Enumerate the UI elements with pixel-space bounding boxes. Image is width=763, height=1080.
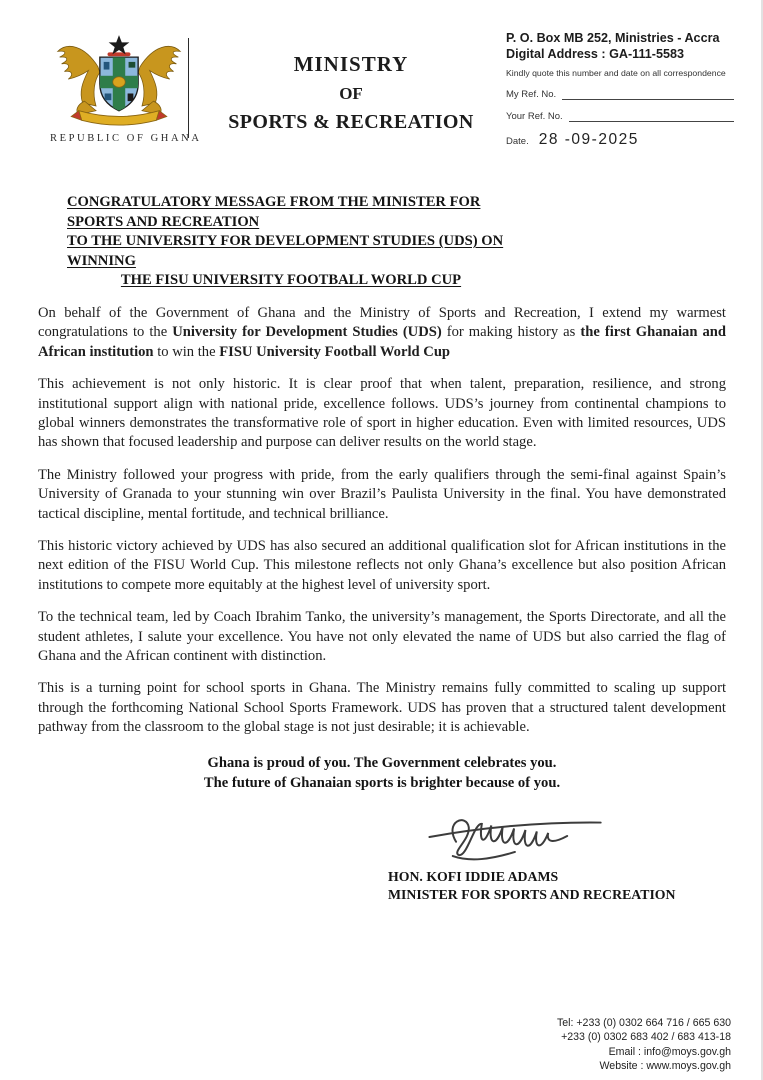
paragraph-1-text: to win the	[153, 343, 220, 360]
your-ref-blank-line	[569, 111, 734, 122]
footer-tel-line2: +233 (0) 0302 683 402 / 683 413-18	[561, 1031, 731, 1044]
my-ref-blank-line	[562, 89, 734, 100]
signatory-name: HON. KOFI IDDIE ADAMS	[388, 868, 559, 884]
paragraph-2: This achievement is not only historic. It is clear proof that when talent, preparation, resilience, and strong institutional support align with national pride, excellence follows. UDS’s journey from continental champions to global winners demonstrates the transformative role of sport in higher education. Even with limited resources, UDS has shown that focused leadership and purpose can deliver results on the world stage.	[38, 376, 726, 451]
ministry-title	[202, 52, 500, 134]
paragraph-1-text: for making history as	[441, 324, 581, 341]
date-value: 28 -09-2025	[538, 131, 639, 148]
letterhead	[0, 28, 761, 178]
date-label: Date.	[506, 136, 529, 147]
ministry-title-line3: SPORTS & RECREATION	[228, 111, 474, 133]
letter-title	[67, 193, 515, 291]
paragraph-1-bold-first-institution: the first Ghanaian and African institution	[38, 324, 726, 360]
letter-title-line2: TO THE UNIVERSITY FOR DEVELOPMENT STUDIES (UDS) ON WINNING	[67, 233, 504, 269]
paragraph-1-bold-fisu-cup: FISU University Football World Cup	[219, 343, 451, 360]
signatory-role: MINISTER FOR SPORTS AND RECREATION	[388, 886, 676, 902]
footer-contact-block	[557, 1016, 731, 1074]
ministry-title-line1: MINISTRY	[293, 52, 409, 76]
address-block	[506, 30, 734, 149]
date-row	[506, 131, 734, 149]
paragraph-6: This is a turning point for school sports in Ghana. The Ministry remains fully committed to scaling up support through the forthcoming National School Sports Framework. UDS has proven that a structured talent development pathway from the classroom to the global stage is not just desirable; it is achievable.	[38, 680, 726, 736]
paragraph-5: To the technical team, led by Coach Ibrahim Tanko, the university’s management, the Sports Directorate, and all the student athletes, I salute your excellence. You have not only elevated the name of UDS but also carried the flag of Ghana and the African continent with distinction.	[38, 609, 726, 665]
my-ref-label: My Ref. No.	[506, 89, 557, 100]
paragraph-1-bold-uds: University for Development Studies (UDS)	[172, 324, 442, 341]
closing-statement	[38, 753, 726, 794]
closing-line2: The future of Ghanaian sports is brighter because of you.	[203, 775, 561, 792]
signatory-block	[388, 868, 761, 904]
ghana-coat-of-arms-icon	[50, 34, 188, 130]
paragraph-4: This historic victory achieved by UDS has also secured an additional qualification slot for African institutions in the next edition of the FISU World Cup. This milestone reflects not only Ghana’s excellence but also position African institutions to compete more equitably at the highest level of university sport.	[38, 538, 726, 593]
footer-website: Website : www.moys.gov.gh	[599, 1060, 731, 1073]
closing-line1: Ghana is proud of you. The Government celebrates you.	[207, 754, 557, 771]
po-box-line: P. O. Box MB 252, Ministries - Accra	[506, 31, 720, 45]
correspondence-note: Kindly quote this number and date on all correspondence	[506, 68, 726, 78]
footer-tel-line1: Tel: +233 (0) 0302 664 716 / 665 630	[556, 1017, 731, 1029]
paragraph-1-text: On behalf of the Government of Ghana and the Ministry of Sports and Recreation, I extend my warmest congratulations to the	[38, 304, 726, 341]
paragraph-3: The Ministry followed your progress with pride, from the early qualifiers through the semi-final against Spain’s University of Granada to your stunning win over Brazil’s Paulista University in the final. You have demonstrated tactical discipline, mental fortitude, and technical brilliance.	[38, 466, 726, 522]
signature-area	[418, 800, 618, 866]
digital-address-line: Digital Address : GA-111-5583	[506, 47, 685, 61]
letter-title-line1: CONGRATULATORY MESSAGE FROM THE MINISTER FOR SPORTS AND RECREATION	[67, 194, 481, 230]
republic-of-ghana-caption: REPUBLIC OF GHANA	[50, 133, 202, 144]
ministry-title-line2: OF	[339, 84, 363, 103]
footer-email: Email : info@moys.gov.gh	[608, 1045, 731, 1058]
letter-title-line3: THE FISU UNIVERSITY FOOTBALL WORLD CUP	[120, 272, 462, 289]
letterhead-divider	[188, 38, 189, 138]
ghana-coat-of-arms	[50, 34, 202, 144]
my-ref-row	[506, 89, 734, 100]
paragraph-1	[38, 304, 726, 362]
your-ref-label: Your Ref. No.	[506, 111, 563, 122]
your-ref-row	[506, 111, 734, 122]
